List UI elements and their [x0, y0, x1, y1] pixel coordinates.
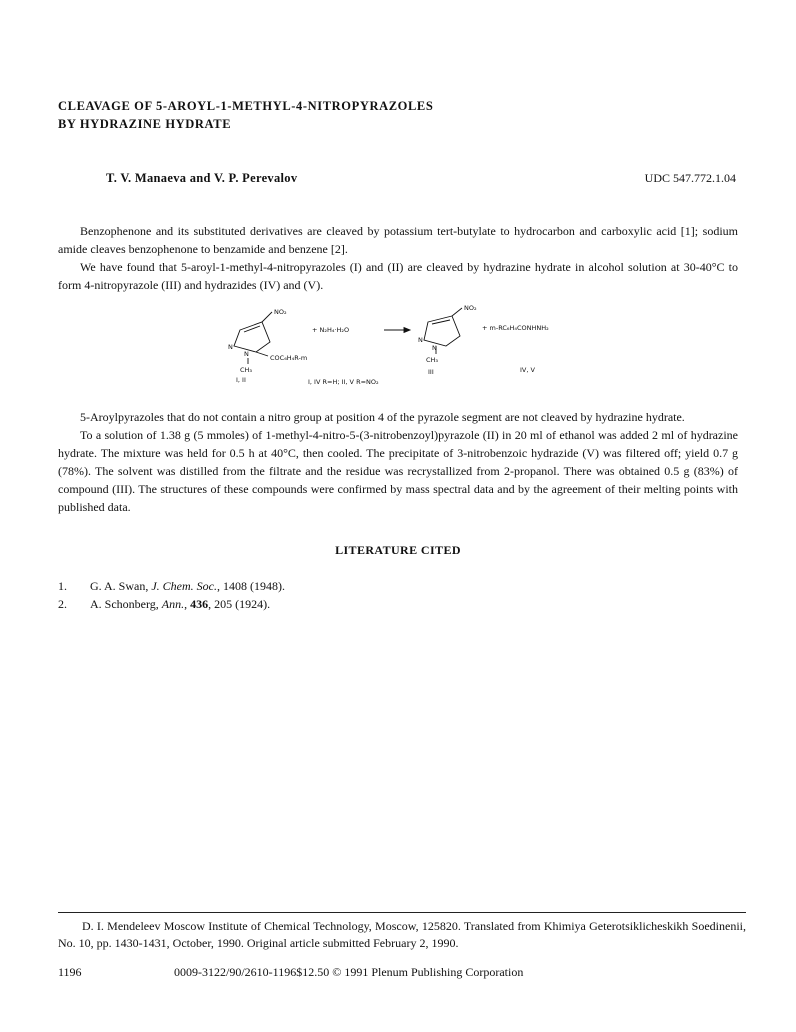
hydrazide-product: + m-RC₆H₄CONHNH₂: [482, 324, 549, 332]
reaction-arrow: [384, 328, 410, 333]
n-label: N: [228, 343, 233, 351]
reaction-scheme: [220, 300, 600, 392]
reference-authors: A. Schonberg,: [90, 597, 162, 611]
reference-details: ,: [184, 597, 191, 611]
authors: T. V. Manaeva and V. P. Perevalov: [106, 171, 298, 185]
reference-journal: Ann.: [161, 597, 185, 611]
footnote-rule: [58, 912, 746, 913]
paragraph: We have found that 5-aroyl-1-methyl-4-nitropyrazoles (I) and (II) are cleaved by hydrazine hydrate in alcohol solution at 30-40°C to form 4-nitropyrazole (III) and hydrazides (IV) and (V).: [58, 260, 738, 292]
paragraph: 5-Aroylpyrazoles that do not contain a nitro group at position 4 of the pyrazole segment are not cleaved by hydrazine hydrate.: [80, 410, 685, 424]
title-line-1: CLEAVAGE OF 5-AROYL-1-METHYL-4-NITROPYRAZOLES: [58, 99, 434, 113]
reference-item: [58, 595, 285, 613]
reference-volume: 436: [190, 597, 209, 611]
reference-item: [58, 577, 285, 595]
footnote: [58, 918, 746, 952]
reference-number: 2.: [58, 597, 67, 611]
title-line-2: BY HYDRAZINE HYDRATE: [58, 117, 232, 131]
compound-label: IV, V: [520, 366, 535, 374]
pyrazole-left: [234, 312, 272, 364]
article-title: [58, 97, 658, 133]
ch3-label: CH₃: [426, 356, 439, 364]
substituent-label: COC₆H₄R-m: [270, 354, 308, 362]
n-label: N: [432, 344, 437, 352]
intro-text: [58, 222, 738, 294]
no2-label: NO₂: [274, 308, 287, 316]
literature-heading: LITERATURE CITED: [335, 543, 461, 557]
reference-journal: J. Chem. Soc.: [151, 579, 217, 593]
reagent-label: + N₂H₄·H₂O: [312, 326, 350, 334]
ch3-label: CH₃: [240, 366, 253, 374]
reference-authors: G. A. Swan,: [90, 579, 152, 593]
reference-details: , 205 (1924).: [208, 597, 271, 611]
udc-code: UDC 547.772.1.04: [644, 171, 736, 185]
pyrazole-right: [424, 308, 462, 354]
reference-list: [58, 577, 285, 613]
n-label: N: [418, 336, 423, 344]
compound-label: I, II: [236, 376, 246, 384]
experimental-text: [58, 408, 738, 516]
page-number: 1196: [58, 965, 82, 979]
scheme-legend: I, IV R=H; II, V R=NO₂: [308, 378, 379, 386]
paragraph: Benzophenone and its substituted derivatives are cleaved by potassium tert-butylate to hydrocarbon and carboxylic acid [1]; sodium amide cleaves benzophenone to benzamide and benzene [2].: [58, 224, 738, 256]
reference-number: 1.: [58, 579, 67, 593]
compound-label: III: [428, 368, 434, 376]
footnote-text: D. I. Mendeleev Moscow Institute of Chemical Technology, Moscow, 125820. Translated from Khimiya Geterotsiklicheskikh Soedinenii, No. 10, pp. 1430-1431, October, 1990. Original article submitted February 2, 1990.: [58, 919, 746, 950]
n-label: N: [244, 350, 249, 358]
paragraph: To a solution of 1.38 g (5 mmoles) of 1-methyl-4-nitro-5-(3-nitrobenzoyl)pyrazole (II) in 20 ml of ethanol was added 2 ml of hydrazine hydrate. The mixture was held for 0.5 h at 40°C, then cooled. The precipitate of 3-nitrobenzoic hydrazide (V) was filtered off; yield 0.7 g (78%). The solvent was distilled from the filtrate and the residue was recrystallized from 2-propanol. There was obtained 0.5 g (83%) of compound (III). The structures of these compounds were confirmed by mass spectral data and by the agreement of their melting points with published data.: [58, 428, 738, 514]
no2-label: NO₂: [464, 304, 477, 312]
copyright-line: 0009-3122/90/2610-1196$12.50 © 1991 Plenum Publishing Corporation: [174, 965, 524, 979]
reference-details: , 1408 (1948).: [217, 579, 285, 593]
